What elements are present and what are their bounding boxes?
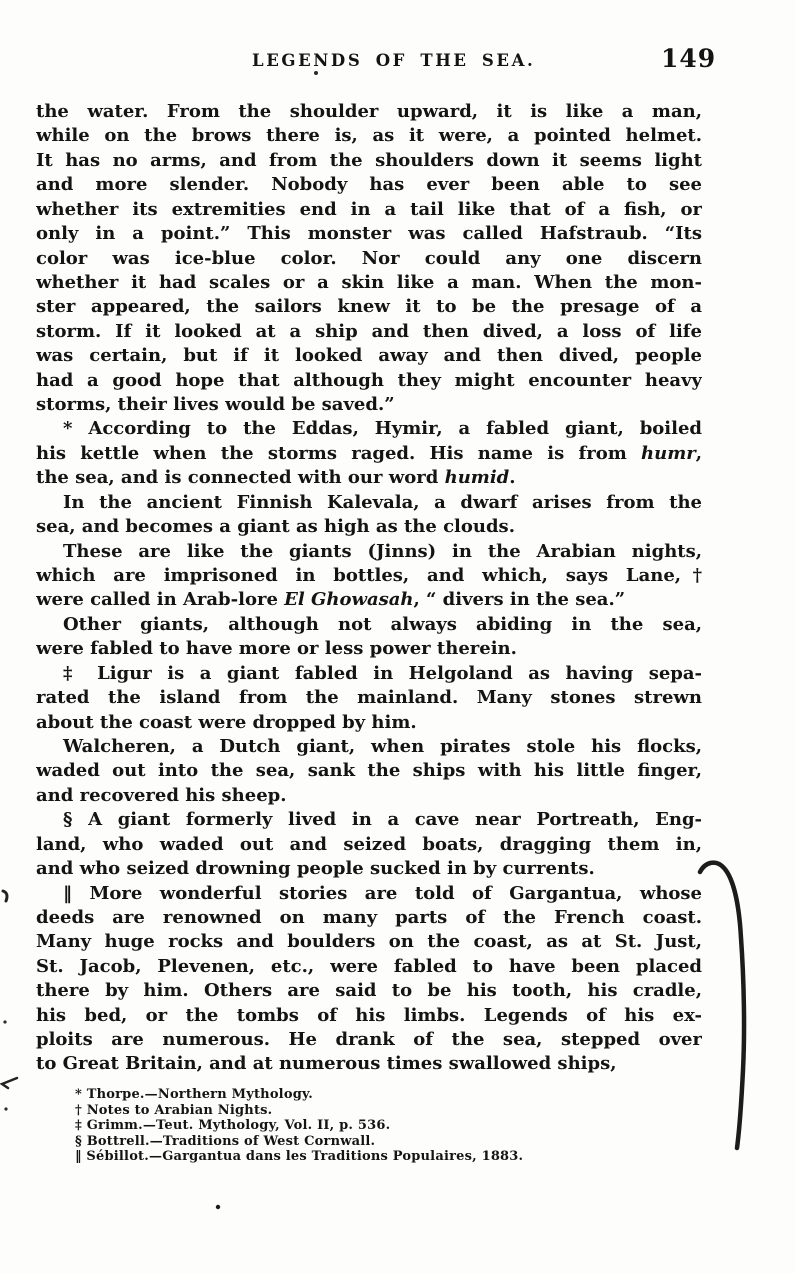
text-line: had a good hope that although they might encounter heavy — [36, 369, 702, 391]
text-line: sea, and becomes a giant as high as the clouds. — [36, 516, 515, 538]
body-text — [36, 100, 702, 1077]
footnote-line: † Notes to Arabian Nights. — [75, 1102, 273, 1118]
text-line: to Great Britain, and at numerous times swallowed ships, — [36, 1053, 617, 1075]
paragraph — [36, 540, 702, 613]
text-line: the sea, and is connected with our word humid. — [36, 467, 516, 489]
paragraph — [36, 613, 702, 662]
text-line: and more slender. Nobody has ever been able to see — [36, 174, 702, 196]
text-line: deeds are renowned on many parts of the French coast. — [36, 906, 702, 928]
text-line: were fabled to have more or less power therein. — [36, 638, 517, 660]
text-line: Other giants, although not always abiding in the sea, — [63, 613, 702, 635]
text-line: waded out into the sea, sank the ships with his little finger, — [36, 760, 702, 782]
paragraph — [36, 882, 702, 1077]
text-line: ster appeared, the sailors knew it to be the presage of a — [36, 296, 702, 318]
text-line: whether it had scales or a skin like a man. When the mon- — [36, 271, 702, 293]
footnote-line: § Bottrell.—Traditions of West Cornwall. — [75, 1133, 376, 1149]
text-line: only in a point.” This monster was called Hafstraub. “Its — [36, 223, 702, 245]
paragraph — [36, 808, 702, 881]
text-line: which are imprisoned in bottles, and which, says Lane,† — [36, 565, 702, 587]
text-line: the water. From the shoulder upward, it is like a man, — [36, 101, 702, 122]
paragraph — [36, 100, 702, 417]
text-line: while on the brows there is, as it were, a pointed helmet. — [36, 125, 702, 147]
ink-speck — [4, 1107, 7, 1110]
footnotes — [75, 1087, 635, 1165]
text-line: his bed, or the tombs of his limbs. Legends of his ex- — [36, 1004, 702, 1026]
page-number: 149 — [661, 44, 717, 73]
text-line: * According to the Eddas, Hymir, a fabled giant, boiled — [63, 418, 702, 440]
ink-speck — [216, 1205, 220, 1209]
text-line: storms, their lives would be saved.” — [36, 394, 395, 416]
text-line: rated the island from the mainland. Many stones strewn — [36, 687, 702, 709]
ink-dash-artifact — [2, 1078, 17, 1088]
paragraph — [36, 417, 702, 490]
ink-speck — [3, 1020, 6, 1023]
text-line: were called in Arab-lore El Ghowasah, “ divers in the sea.” — [36, 589, 626, 611]
text-line: land, who waded out and seized boats, dragging them in, — [36, 833, 702, 855]
paragraph — [36, 735, 702, 808]
text-line: ‡ Ligur is a giant fabled in Helgoland as having sepa- — [63, 662, 702, 684]
pen-bracket-stroke — [700, 863, 744, 1148]
text-line: § A giant formerly lived in a cave near Portreath, Eng- — [63, 809, 702, 831]
text-line: about the coast were dropped by him. — [36, 711, 417, 733]
text-line: ‖ More wonderful stories are told of Gargantua, whose — [63, 882, 702, 904]
text-line: and who seized drowning people sucked in by currents. — [36, 858, 595, 880]
text-line: In the ancient Finnish Kalevala, a dwarf arises from the — [63, 491, 702, 513]
text-line: Walcheren, a Dutch giant, when pirates stole his flocks, — [63, 735, 702, 757]
text-line: These are like the giants (Jinns) in the Arabian nights, — [63, 540, 702, 562]
text-line: was certain, but if it looked away and then dived, people — [36, 345, 702, 367]
text-line: there by him. Others are said to be his tooth, his cradle, — [36, 980, 702, 1002]
text-line: and recovered his sheep. — [36, 784, 287, 806]
paragraph — [36, 491, 702, 540]
text-line: ploits are numerous. He drank of the sea, stepped over — [36, 1029, 702, 1051]
footnote-line: ‖ Sébillot.—Gargantua dans les Traditions Populaires, 1883. — [75, 1149, 524, 1165]
text-line: Many huge rocks and boulders on the coast, as at St. Just, — [36, 931, 702, 953]
text-line: whether its extremities end in a tail like that of a fish, or — [36, 198, 702, 220]
paragraph — [36, 662, 702, 735]
footnote-line: ‡ Grimm.—Teut. Mythology, Vol. II, p. 536. — [75, 1118, 391, 1134]
running-title: LEGENDS OF THE SEA. — [252, 51, 536, 70]
text-line: It has no arms, and from the shoulders down it seems light — [36, 149, 702, 171]
ink-speck — [314, 71, 318, 75]
ink-comma-artifact — [3, 891, 7, 901]
text-line: St. Jacob, Plevenen, etc., were fabled to have been placed — [36, 955, 702, 977]
footnote-line: * Thorpe.—Northern Mythology. — [75, 1087, 313, 1102]
text-line: his kettle when the storms raged. His name is from humr, — [36, 442, 702, 464]
text-line: storm. If it looked at a ship and then dived, a loss of life — [36, 320, 702, 342]
text-line: color was ice-blue color. Nor could any one discern — [36, 247, 702, 269]
